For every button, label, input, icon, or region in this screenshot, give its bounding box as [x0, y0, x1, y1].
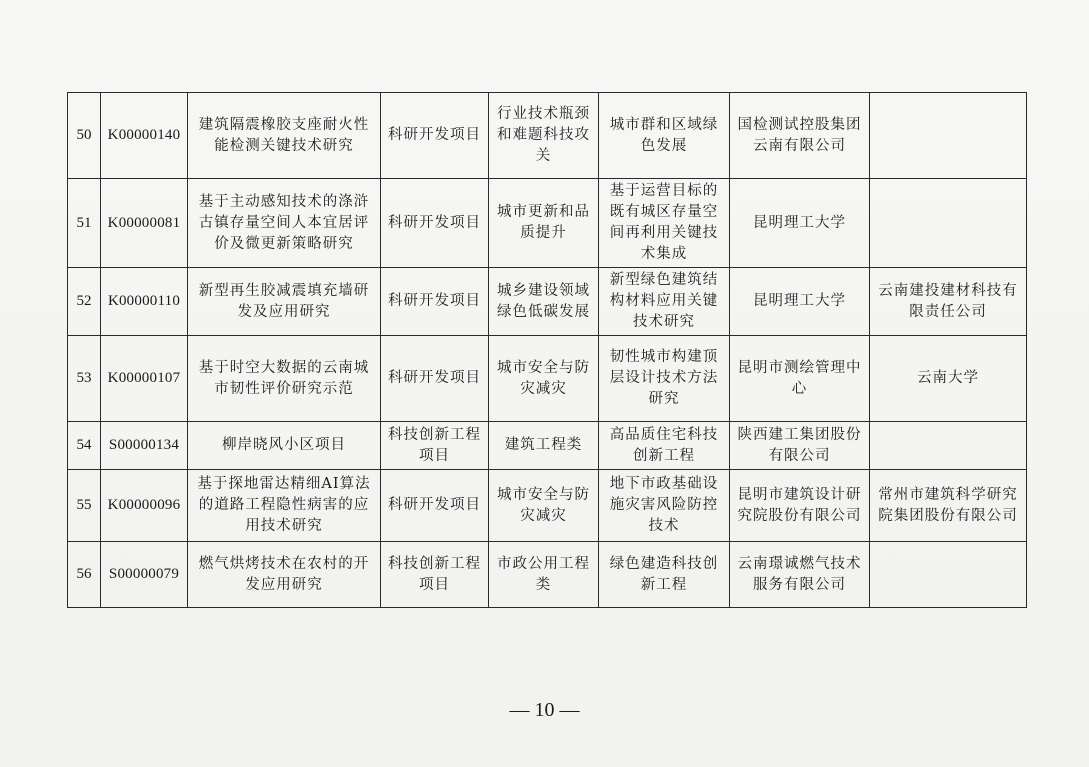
row-number: 53: [68, 336, 101, 422]
project-name: 基于时空大数据的云南城市韧性评价研究示范: [188, 336, 381, 422]
project-type: 科研开发项目: [381, 470, 489, 542]
project-field: 市政公用工程类: [489, 542, 599, 608]
partner-unit: 云南建投建材科技有限责任公司: [870, 268, 1027, 336]
partner-unit: [870, 542, 1027, 608]
table-row: [68, 470, 1027, 542]
project-name: 基于主动感知技术的涤浒古镇存量空间人本宜居评价及微更新策略研究: [188, 179, 381, 268]
row-number: 55: [68, 470, 101, 542]
project-field: 建筑工程类: [489, 422, 599, 470]
row-number: 52: [68, 268, 101, 336]
project-code: K00000107: [101, 336, 188, 422]
table-row: [68, 268, 1027, 336]
row-number: 56: [68, 542, 101, 608]
table-row: [68, 93, 1027, 179]
table-row: [68, 179, 1027, 268]
project-name: 建筑隔震橡胶支座耐火性能检测关键技术研究: [188, 93, 381, 179]
project-type: 科研开发项目: [381, 93, 489, 179]
lead-unit: 陕西建工集团股份有限公司: [730, 422, 870, 470]
page-number: — 10 —: [509, 699, 580, 721]
project-code: K00000081: [101, 179, 188, 268]
partner-unit: [870, 179, 1027, 268]
project-code: K00000096: [101, 470, 188, 542]
project-field: 行业技术瓶颈和难题科技攻关: [489, 93, 599, 179]
table-row: [68, 422, 1027, 470]
row-number: 51: [68, 179, 101, 268]
table-row: [68, 336, 1027, 422]
partner-unit: [870, 422, 1027, 470]
project-direction: 地下市政基础设施灾害风险防控技术: [599, 470, 730, 542]
project-direction: 韧性城市构建顶层设计技术方法研究: [599, 336, 730, 422]
project-code: S00000079: [101, 542, 188, 608]
lead-unit: 昆明市建筑设计研究院股份有限公司: [730, 470, 870, 542]
lead-unit: 昆明理工大学: [730, 179, 870, 268]
lead-unit: 国检测试控股集团云南有限公司: [730, 93, 870, 179]
project-field: 城乡建设领域绿色低碳发展: [489, 268, 599, 336]
lead-unit: 昆明市测绘管理中心: [730, 336, 870, 422]
project-type: 科研开发项目: [381, 179, 489, 268]
project-direction: 绿色建造科技创新工程: [599, 542, 730, 608]
project-field: 城市安全与防灾减灾: [489, 470, 599, 542]
project-name: 燃气烘烤技术在农村的开发应用研究: [188, 542, 381, 608]
row-number: 50: [68, 93, 101, 179]
project-type: 科技创新工程项目: [381, 422, 489, 470]
project-code: S00000134: [101, 422, 188, 470]
project-field: 城市更新和品质提升: [489, 179, 599, 268]
partner-unit: 云南大学: [870, 336, 1027, 422]
lead-unit: 云南璟诚燃气技术服务有限公司: [730, 542, 870, 608]
row-number: 54: [68, 422, 101, 470]
project-name: 新型再生胶减震填充墙研发及应用研究: [188, 268, 381, 336]
project-direction: 高品质住宅科技创新工程: [599, 422, 730, 470]
project-name: 基于探地雷达精细AI算法的道路工程隐性病害的应用技术研究: [188, 470, 381, 542]
project-table: [67, 92, 1027, 608]
project-name: 柳岸晓风小区项目: [188, 422, 381, 470]
project-code: K00000110: [101, 268, 188, 336]
lead-unit: 昆明理工大学: [730, 268, 870, 336]
project-type: 科技创新工程项目: [381, 542, 489, 608]
partner-unit: [870, 93, 1027, 179]
project-type: 科研开发项目: [381, 336, 489, 422]
project-code: K00000140: [101, 93, 188, 179]
table-row: [68, 542, 1027, 608]
partner-unit: 常州市建筑科学研究院集团股份有限公司: [870, 470, 1027, 542]
project-field: 城市安全与防灾减灾: [489, 336, 599, 422]
project-direction: 城市群和区域绿色发展: [599, 93, 730, 179]
project-type: 科研开发项目: [381, 268, 489, 336]
project-direction: 基于运营目标的既有城区存量空间再利用关键技术集成: [599, 179, 730, 268]
project-direction: 新型绿色建筑结构材料应用关键技术研究: [599, 268, 730, 336]
